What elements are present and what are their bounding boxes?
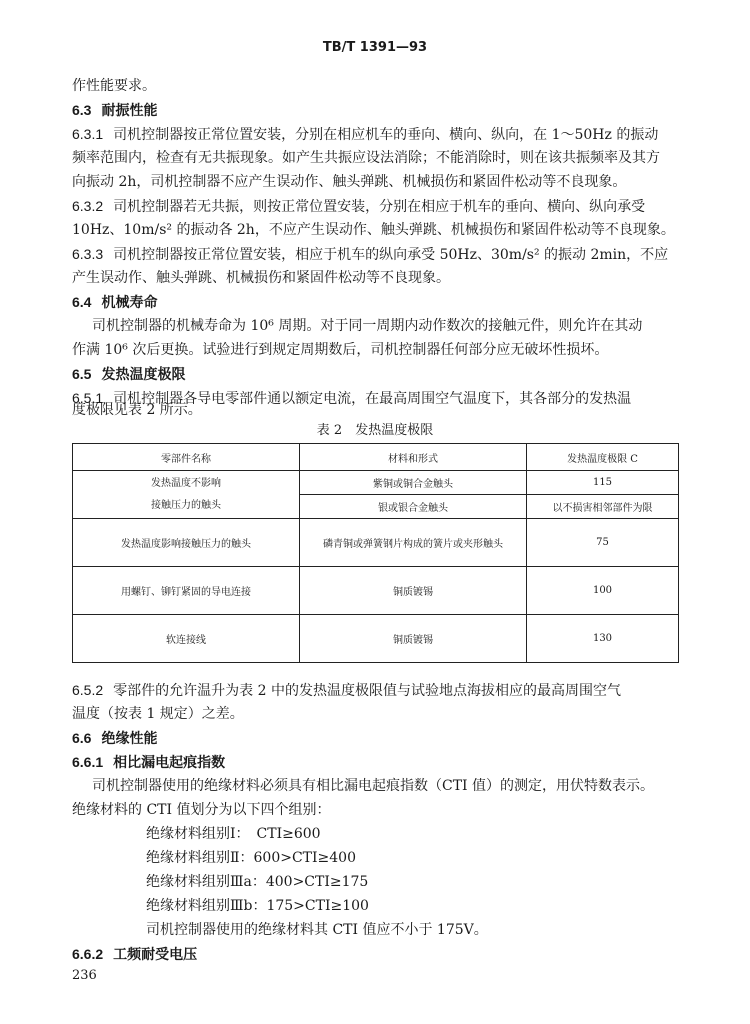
section-number: 6.6 — [72, 730, 92, 746]
table-cell-part: 发热温度影响接触压力的触头 — [73, 519, 300, 567]
paragraph-line: 司机控制器使用的绝缘材料必须具有相比漏电起痕指数（CTI 值）的测定，用伏特数表示。 — [92, 778, 655, 794]
table-cell-limit: 130 — [527, 615, 679, 663]
section-number: 6.5 — [72, 366, 92, 382]
paragraph-text: 司机控制器按正常位置安装，分别在相应机车的垂向、横向、纵向，在 1～50Hz 的振动 — [113, 127, 659, 143]
paragraph-line — [72, 244, 668, 265]
cti-requirement-line: 司机控制器使用的绝缘材料其 CTI 值应不小于 175V。 — [146, 922, 488, 938]
section-number: 6.3.1 — [72, 126, 104, 142]
document-header: TB/T 1391—93 — [322, 40, 428, 55]
section-heading-6-3 — [72, 100, 157, 121]
section-number: 6.3 — [72, 102, 92, 118]
section-title: 绝缘性能 — [101, 731, 158, 747]
table-cell-material: 磷青铜或弹簧钢片构成的簧片或夹形触头 — [300, 519, 527, 567]
cell-text: 发热温度不影响 — [151, 477, 221, 489]
paragraph-line: 度极限见表 2 所示。 — [72, 402, 202, 418]
table-row — [73, 567, 679, 615]
section-title: 相比漏电起痕指数 — [113, 755, 226, 771]
table-cell-limit: 100 — [527, 567, 679, 615]
table-cell-part — [73, 471, 300, 519]
table-row — [73, 615, 679, 663]
section-number: 6.6.1 — [72, 754, 104, 770]
table-cell-limit: 115 — [527, 471, 679, 495]
paragraph-line: 司机控制器的机械寿命为 10⁶ 周期。对于同一周期内动作数次的接触元件，则允许在其动 — [92, 318, 643, 334]
temperature-limit-table — [72, 443, 679, 663]
table-caption: 表 2 发热温度极限 — [316, 423, 434, 438]
table-header-row — [73, 444, 679, 471]
section-number: 6.5.1 — [72, 390, 104, 406]
paragraph-line: 频率范围内，检查有无共振现象。如产生共振应设法消除；不能消除时，则在该共振频率及其方 — [72, 150, 660, 166]
paragraph-text: 司机控制器各导电零部件通以额定电流，在最高周围空气温度下，其各部分的发热温 — [113, 391, 632, 407]
paragraph-line: 产生误动作、触头弹跳、机械损伤和紧固件松动等不良现象。 — [72, 270, 450, 286]
table-cell-material: 铜质镀锡 — [300, 567, 527, 615]
table-row — [73, 519, 679, 567]
section-title: 工频耐受电压 — [113, 947, 198, 963]
paragraph-line: 作满 10⁶ 次后更换。试验进行到规定周期数后，司机控制器任何部分应无破坏性损坏。 — [72, 342, 609, 358]
paragraph-text: 司机控制器按正常位置安装，相应于机车的纵向承受 50Hz、30m/s² 的振动 2min，不应 — [113, 247, 669, 263]
section-number: 6.4 — [72, 294, 92, 310]
page-number: 236 — [72, 968, 97, 983]
cti-group-line: 绝缘材料组别Ⅰ： CTI≥600 — [146, 826, 321, 842]
section-heading-6-6 — [72, 728, 157, 749]
table-cell-part: 用螺钉、铆钉紧固的导电连接 — [73, 567, 300, 615]
paragraph-line: 绝缘材料的 CTI 值划分为以下四个组别： — [72, 802, 331, 818]
section-title: 发热温度极限 — [101, 367, 186, 383]
section-number: 6.3.2 — [72, 198, 104, 214]
paragraph-text: 司机控制器若无共振，则按正常位置安装，分别在相应于机车的垂向、横向、纵向承受 — [113, 199, 646, 215]
cti-group-line: 绝缘材料组别Ⅲb：175>CTI≥100 — [146, 898, 369, 914]
cti-group-line: 绝缘材料组别Ⅱ：600>CTI≥400 — [146, 850, 356, 866]
cti-group-line: 绝缘材料组别Ⅲa：400>CTI≥175 — [146, 874, 369, 890]
table-header-cell: 零部件名称 — [73, 444, 300, 471]
section-heading-6-4 — [72, 292, 157, 313]
section-number: 6.6.2 — [72, 946, 104, 962]
table-row — [73, 471, 679, 495]
paragraph-line — [72, 680, 621, 701]
table-cell-material: 铜质镀锡 — [300, 615, 527, 663]
table-cell-limit: 以不损害相邻部件为限 — [527, 495, 679, 519]
paragraph-line: 作性能要求。 — [72, 78, 156, 94]
table-cell-part: 软连接线 — [73, 615, 300, 663]
paragraph-line — [72, 196, 645, 217]
section-heading-6-5 — [72, 364, 185, 385]
section-number: 6.3.3 — [72, 246, 104, 262]
section-heading-6-6-1 — [72, 752, 225, 773]
paragraph-line: 10Hz、10m/s² 的振动各 2h，不应产生误动作、触头弹跳、机械损伤和紧固件松动等不良现象。 — [72, 222, 675, 238]
section-number: 6.5.2 — [72, 682, 104, 698]
paragraph-line — [72, 124, 658, 145]
table-cell-material: 银或银合金触头 — [300, 495, 527, 519]
table-cell-limit: 75 — [527, 519, 679, 567]
paragraph-text: 零部件的允许温升为表 2 中的发热温度极限值与试验地点海拔相应的最高周围空气 — [113, 683, 621, 699]
table-header-cell: 材料和形式 — [300, 444, 527, 471]
table-header-cell: 发热温度极限 C — [527, 444, 679, 471]
cell-text: 接触压力的触头 — [151, 499, 221, 511]
paragraph-line: 温度（按表 1 规定）之差。 — [72, 706, 244, 722]
section-heading-6-6-2 — [72, 944, 197, 965]
table-cell-material: 紫铜或铜合金触头 — [300, 471, 527, 495]
paragraph-line: 向振动 2h，司机控制器不应产生误动作、触头弹跳、机械损伤和紧固件松动等不良现象。 — [72, 174, 627, 190]
section-title: 耐振性能 — [101, 103, 158, 119]
section-title: 机械寿命 — [101, 295, 158, 311]
